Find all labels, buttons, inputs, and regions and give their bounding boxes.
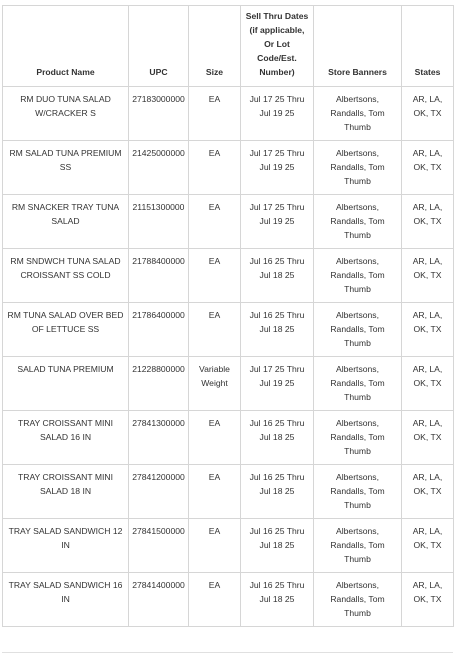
table-row	[3, 411, 454, 465]
cell-states: AR, LA, OK, TX	[402, 87, 454, 141]
cell-product-name: TRAY SALAD SANDWICH 12 IN	[3, 519, 129, 573]
cell-size: EA	[189, 519, 241, 573]
table-header	[3, 6, 454, 87]
header-size: Size	[189, 6, 241, 87]
cell-upc: 27841500000	[129, 519, 189, 573]
cell-sell-thru-dates: Jul 16 25 Thru Jul 18 25	[241, 519, 314, 573]
cell-size: Variable Weight	[189, 357, 241, 411]
cell-store-banners: Albertsons, Randalls, Tom Thumb	[314, 303, 402, 357]
cell-product-name: RM SNACKER TRAY TUNA SALAD	[3, 195, 129, 249]
cell-upc: 27841300000	[129, 411, 189, 465]
header-sell-thru-dates: Sell Thru Dates (if applicable, Or Lot Code/Est. Number)	[241, 6, 314, 87]
cell-product-name: RM SNDWCH TUNA SALAD CROISSANT SS COLD	[3, 249, 129, 303]
header-product-name: Product Name	[3, 6, 129, 87]
cell-states: AR, LA, OK, TX	[402, 573, 454, 627]
cell-size: EA	[189, 573, 241, 627]
cell-store-banners: Albertsons, Randalls, Tom Thumb	[314, 141, 402, 195]
cell-product-name: SALAD TUNA PREMIUM	[3, 357, 129, 411]
header-states: States	[402, 6, 454, 87]
cell-upc: 27841200000	[129, 465, 189, 519]
cell-states: AR, LA, OK, TX	[402, 249, 454, 303]
cell-states: AR, LA, OK, TX	[402, 141, 454, 195]
table-row	[3, 87, 454, 141]
cell-size: EA	[189, 195, 241, 249]
cell-sell-thru-dates: Jul 16 25 Thru Jul 18 25	[241, 465, 314, 519]
cell-product-name: TRAY SALAD SANDWICH 16 IN	[3, 573, 129, 627]
cell-size: EA	[189, 141, 241, 195]
cell-size: EA	[189, 465, 241, 519]
header-upc: UPC	[129, 6, 189, 87]
cell-states: AR, LA, OK, TX	[402, 195, 454, 249]
cell-sell-thru-dates: Jul 16 25 Thru Jul 18 25	[241, 573, 314, 627]
cell-size: EA	[189, 303, 241, 357]
cell-product-name: RM TUNA SALAD OVER BED OF LETTUCE SS	[3, 303, 129, 357]
table-row	[3, 465, 454, 519]
cell-sell-thru-dates: Jul 17 25 Thru Jul 19 25	[241, 87, 314, 141]
cell-store-banners: Albertsons, Randalls, Tom Thumb	[314, 519, 402, 573]
footer-divider	[2, 652, 453, 653]
cell-store-banners: Albertsons, Randalls, Tom Thumb	[314, 87, 402, 141]
cell-store-banners: Albertsons, Randalls, Tom Thumb	[314, 357, 402, 411]
table-row	[3, 573, 454, 627]
cell-states: AR, LA, OK, TX	[402, 303, 454, 357]
cell-upc: 27183000000	[129, 87, 189, 141]
cell-size: EA	[189, 87, 241, 141]
table-body	[3, 87, 454, 627]
cell-product-name: RM DUO TUNA SALAD W/CRACKER S	[3, 87, 129, 141]
cell-upc: 21786400000	[129, 303, 189, 357]
table-row	[3, 357, 454, 411]
cell-states: AR, LA, OK, TX	[402, 411, 454, 465]
header-store-banners: Store Banners	[314, 6, 402, 87]
table-row	[3, 519, 454, 573]
cell-sell-thru-dates: Jul 16 25 Thru Jul 18 25	[241, 249, 314, 303]
cell-upc: 21425000000	[129, 141, 189, 195]
cell-size: EA	[189, 411, 241, 465]
cell-sell-thru-dates: Jul 17 25 Thru Jul 19 25	[241, 141, 314, 195]
cell-product-name: TRAY CROISSANT MINI SALAD 16 IN	[3, 411, 129, 465]
cell-product-name: RM SALAD TUNA PREMIUM SS	[3, 141, 129, 195]
cell-states: AR, LA, OK, TX	[402, 357, 454, 411]
cell-sell-thru-dates: Jul 16 25 Thru Jul 18 25	[241, 411, 314, 465]
cell-store-banners: Albertsons, Randalls, Tom Thumb	[314, 195, 402, 249]
cell-product-name: TRAY CROISSANT MINI SALAD 18 IN	[3, 465, 129, 519]
cell-upc: 21151300000	[129, 195, 189, 249]
cell-upc: 27841400000	[129, 573, 189, 627]
cell-store-banners: Albertsons, Randalls, Tom Thumb	[314, 249, 402, 303]
cell-store-banners: Albertsons, Randalls, Tom Thumb	[314, 573, 402, 627]
cell-store-banners: Albertsons, Randalls, Tom Thumb	[314, 411, 402, 465]
cell-upc: 21788400000	[129, 249, 189, 303]
table-row	[3, 303, 454, 357]
cell-sell-thru-dates: Jul 16 25 Thru Jul 18 25	[241, 303, 314, 357]
cell-upc: 21228800000	[129, 357, 189, 411]
cell-store-banners: Albertsons, Randalls, Tom Thumb	[314, 465, 402, 519]
cell-size: EA	[189, 249, 241, 303]
cell-states: AR, LA, OK, TX	[402, 519, 454, 573]
cell-sell-thru-dates: Jul 17 25 Thru Jul 19 25	[241, 357, 314, 411]
table-row	[3, 141, 454, 195]
recall-products-table	[2, 5, 454, 627]
table-row	[3, 195, 454, 249]
header-row	[3, 6, 454, 87]
cell-sell-thru-dates: Jul 17 25 Thru Jul 19 25	[241, 195, 314, 249]
cell-states: AR, LA, OK, TX	[402, 465, 454, 519]
table-row	[3, 249, 454, 303]
